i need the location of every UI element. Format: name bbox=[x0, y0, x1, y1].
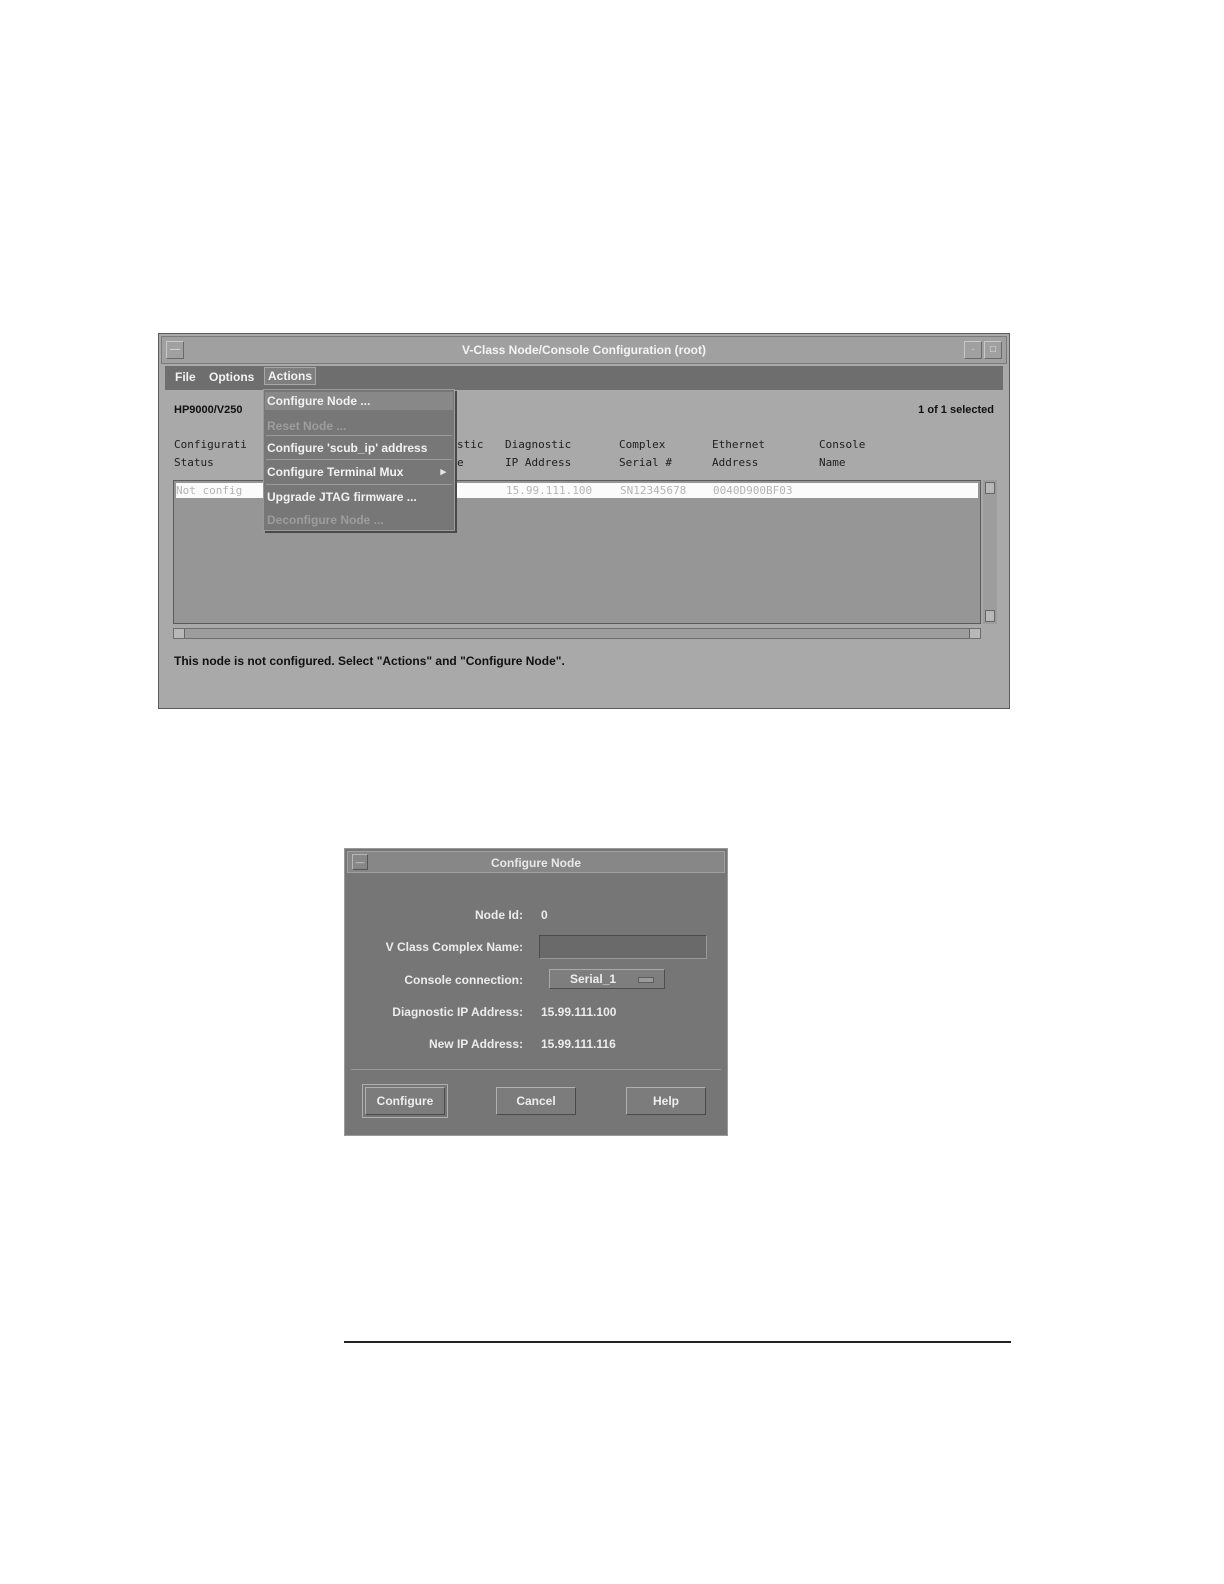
column-header-line1: Complex bbox=[619, 438, 666, 451]
menu-item-deconfigure-node: Deconfigure Node ... bbox=[267, 513, 384, 527]
window-title: V-Class Node/Console Configuration (root) bbox=[461, 343, 706, 357]
column-header-line1: Console bbox=[819, 438, 866, 451]
new-ip-label: New IP Address: bbox=[428, 1037, 523, 1051]
node-console-config-window bbox=[158, 333, 1010, 709]
menu-actions[interactable]: Actions bbox=[264, 367, 316, 385]
column-header-line2: Address bbox=[712, 456, 759, 469]
window-titlebar[interactable] bbox=[161, 336, 1007, 364]
menu-item-configure-scub-ip[interactable]: Configure 'scub_ip' address bbox=[267, 441, 428, 455]
scroll-down-arrow[interactable] bbox=[985, 610, 995, 622]
complex-name-label: V Class Complex Name: bbox=[385, 940, 523, 954]
column-header-line1: Ethernet bbox=[712, 438, 765, 451]
help-button[interactable]: Help bbox=[626, 1087, 706, 1115]
dialog-separator bbox=[351, 1069, 721, 1070]
menu-item-configure-terminal-mux[interactable] bbox=[267, 465, 452, 479]
column-header-line2: Name bbox=[819, 456, 846, 469]
node-id-label: Node Id: bbox=[475, 908, 523, 922]
column-header-config-status[interactable] bbox=[174, 436, 247, 472]
minimize-icon: · bbox=[971, 344, 975, 355]
column-header-line2: Serial # bbox=[619, 456, 672, 469]
option-menu-indicator-icon bbox=[638, 977, 654, 983]
column-header-line2: Status bbox=[174, 456, 214, 469]
configure-button[interactable]: Configure bbox=[365, 1087, 445, 1115]
node-id-value: 0 bbox=[541, 908, 548, 922]
host-label: HP9000/V250 bbox=[174, 404, 243, 416]
minimize-button[interactable] bbox=[964, 341, 982, 359]
maximize-icon: □ bbox=[989, 344, 997, 355]
maximize-button[interactable] bbox=[984, 341, 1002, 359]
column-header-diagnostic-ip[interactable] bbox=[505, 436, 571, 472]
menu-item-reset-node: Reset Node ... bbox=[267, 419, 347, 433]
configure-node-dialog bbox=[344, 848, 728, 1136]
console-connection-value: Serial_1 bbox=[570, 972, 617, 986]
window-menu-icon: — bbox=[170, 344, 180, 355]
menu-file[interactable]: File bbox=[175, 370, 196, 384]
window-menu-icon: — bbox=[355, 857, 365, 867]
console-connection-select[interactable] bbox=[549, 969, 665, 989]
diagnostic-ip-label: Diagnostic IP Address: bbox=[392, 1005, 523, 1019]
scroll-right-arrow[interactable] bbox=[969, 629, 980, 638]
cell-diagnostic-ip: 15.99.111.100 bbox=[506, 484, 593, 497]
cancel-button[interactable]: Cancel bbox=[496, 1087, 576, 1115]
column-header-line1: Diagnostic bbox=[505, 438, 572, 451]
scroll-left-arrow[interactable] bbox=[174, 629, 185, 638]
column-header-complex-serial[interactable] bbox=[619, 436, 672, 472]
menu-separator bbox=[266, 435, 452, 436]
column-header-ethernet-address[interactable] bbox=[712, 436, 765, 472]
menubar bbox=[165, 366, 1003, 390]
menu-item-upgrade-jtag[interactable]: Upgrade JTAG firmware ... bbox=[267, 490, 417, 504]
cell-ethernet-address: 0040D900BF03 bbox=[713, 484, 793, 497]
cell-complex-serial: SN12345678 bbox=[620, 484, 687, 497]
page-rule bbox=[344, 1341, 1011, 1343]
selection-count: 1 of 1 selected bbox=[918, 404, 994, 416]
diagnostic-ip-value: 15.99.111.100 bbox=[541, 1005, 617, 1019]
horizontal-scrollbar[interactable] bbox=[173, 628, 981, 639]
column-header-line2: e bbox=[457, 456, 464, 469]
menu-separator bbox=[266, 459, 452, 460]
menu-separator bbox=[266, 484, 452, 485]
actions-dropdown-menu bbox=[263, 389, 455, 531]
menu-options[interactable]: Options bbox=[209, 370, 255, 384]
menu-item-configure-node[interactable]: Configure Node ... bbox=[265, 392, 453, 410]
new-ip-value: 15.99.111.116 bbox=[541, 1037, 616, 1051]
submenu-arrow-icon: ▸ bbox=[440, 466, 446, 478]
dialog-title: Configure Node bbox=[491, 856, 581, 870]
column-header-diagnostic-node[interactable] bbox=[457, 436, 484, 472]
console-connection-label: Console connection: bbox=[404, 973, 523, 987]
column-header-line2: IP Address bbox=[505, 456, 572, 469]
complex-name-input[interactable] bbox=[539, 935, 707, 959]
scroll-up-arrow[interactable] bbox=[985, 482, 995, 494]
vertical-scrollbar[interactable] bbox=[983, 480, 997, 624]
menu-item-label: Configure Terminal Mux bbox=[267, 465, 404, 479]
cell-config-status: Not config bbox=[176, 484, 243, 497]
status-message: This node is not configured. Select "Actions" and "Configure Node". bbox=[174, 654, 565, 668]
dialog-titlebar[interactable] bbox=[347, 851, 725, 873]
column-header-console-name[interactable] bbox=[819, 436, 865, 472]
column-header-line1: Configurati bbox=[174, 438, 247, 451]
column-header-line1: stic bbox=[457, 438, 484, 451]
